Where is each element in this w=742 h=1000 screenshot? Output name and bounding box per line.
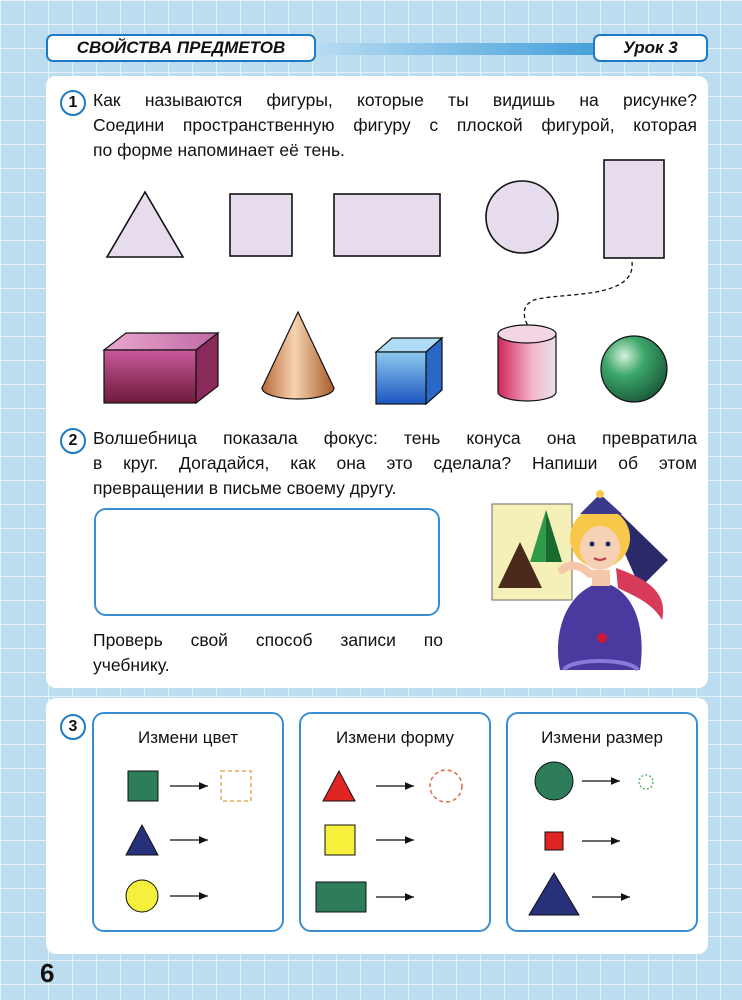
dashed-circle-icon [430,770,462,802]
yellow-square-icon [325,825,355,855]
task1-line: Как называются фигуры, которые ты видишь на рисунке? [93,90,697,110]
lesson-label: Урок 3 [593,34,708,62]
task1-number: 1 [60,90,86,116]
task1-line: Соедини пространственную фигуру с плоской фигурой, которая [93,115,697,135]
large-green-circle-icon [535,762,573,800]
card-title: Измени форму [335,728,455,747]
task1-line: по форме напоминает её тень. [93,140,345,160]
check-line: учебнику. [93,655,170,675]
dashed-square-icon [221,771,251,801]
red-triangle-icon [323,771,355,801]
card-title: Измени цвет [137,728,239,747]
task2-number: 2 [60,428,86,454]
task2-line: превращении в письме своему другу. [93,478,397,498]
small-red-square-icon [545,832,563,850]
task3-number: 3 [60,714,86,740]
small-dashed-circle-icon [639,775,653,789]
green-square-icon [128,771,158,801]
navy-triangle-icon [126,825,158,855]
task2-line: Волшебница показала фокус: тень конуса она превратила [93,428,697,448]
yellow-circle-icon [126,880,158,912]
page-number: 6 [40,958,55,988]
check-line: Проверь свой способ записи по [93,630,443,650]
task2-line: в круг. Догадайся, как она это сделала? Напиши об этом [93,453,697,473]
large-navy-triangle-icon [529,873,579,915]
topic-title: СВОЙСТВА ПРЕДМЕТОВ [46,34,316,62]
card-title: Измени размер [541,728,663,747]
green-rectangle-icon [316,882,366,912]
